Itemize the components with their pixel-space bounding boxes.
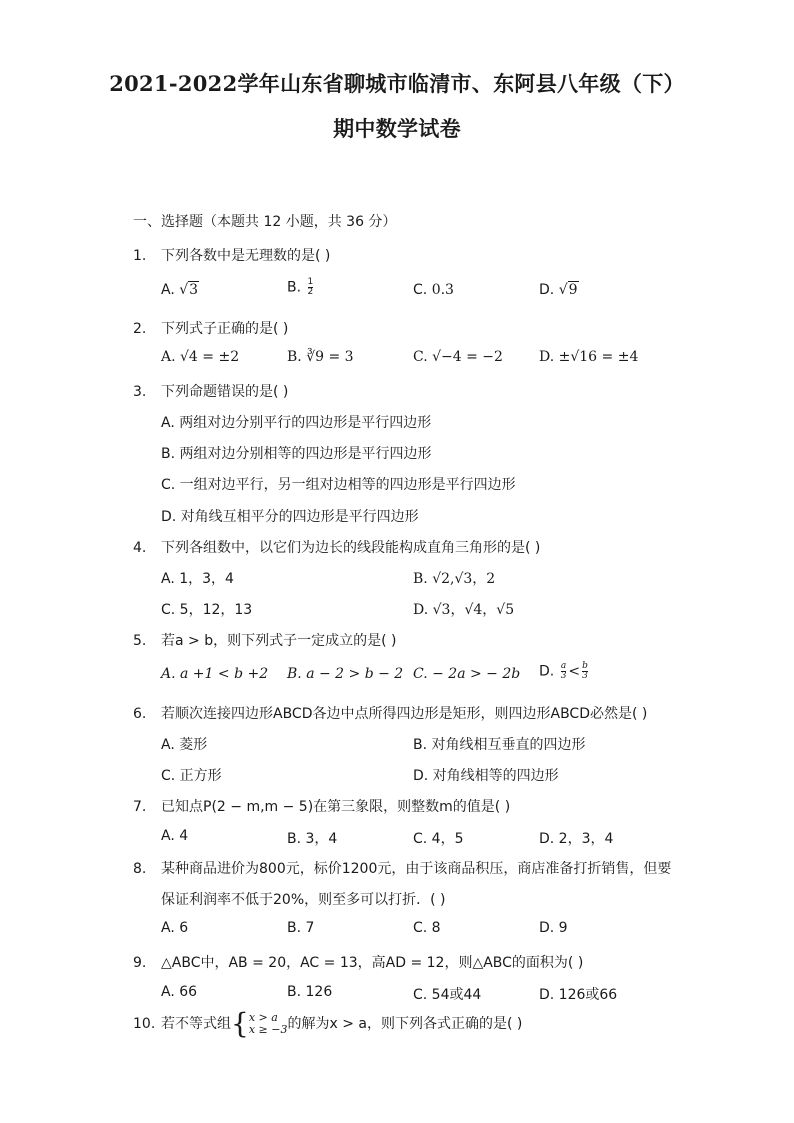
option-1b (287, 278, 315, 297)
question-stem: 下列各数中是无理数的是( ) (161, 248, 331, 264)
option-9d: D. 126或66 (539, 987, 618, 1003)
question-number: 1. (133, 248, 147, 264)
option-1d (539, 282, 579, 298)
question-stem: 下列命题错误的是( ) (161, 384, 289, 400)
option-2a: A. √4 = ±2 (161, 349, 240, 365)
option-5c: C. − 2a > − 2b (413, 666, 521, 682)
question-1 (133, 245, 330, 265)
option-9a: A. 66 (161, 984, 198, 1000)
repeating-decimal: 0.3 (431, 282, 454, 298)
option-6d: D. 对角线相等的四边形 (413, 768, 559, 784)
option-1a (161, 282, 199, 298)
question-8-stem-line2: 保证利润率不低于20%，则至多可以打折．( ) (161, 892, 446, 908)
radicand: 9 (568, 282, 578, 298)
question-stem-prefix: 若不等式组 (161, 1016, 231, 1032)
numerator: a (560, 661, 567, 671)
question-number: 4. (133, 540, 147, 556)
option-8b: B. 7 (287, 920, 315, 936)
option-7d: D. 2，3，4 (539, 831, 614, 847)
question-6 (133, 703, 647, 723)
option-7a: A. 4 (161, 828, 189, 844)
option-5b: B. a − 2 > b − 2 (287, 666, 404, 682)
option-label: D. (539, 282, 555, 298)
question-number: 2. (133, 321, 147, 337)
question-number: 10. (133, 1016, 156, 1032)
option-2b: B. ∛9 = 3 (287, 349, 354, 365)
option-3b: B. 两组对边分别相等的四边形是平行四边形 (161, 446, 432, 462)
option-4b: B. √2,√3，2 (413, 571, 496, 587)
option-9c: C. 54或44 (413, 987, 482, 1003)
option-5d (539, 662, 590, 681)
question-stem: 已知点P(2 − m,m − 5)在第三象限，则整数m的值是( ) (161, 799, 511, 815)
option-7c: C. 4，5 (413, 831, 464, 847)
fraction (582, 662, 588, 681)
option-2d: D. ±√16 = ±4 (539, 349, 639, 365)
question-stem: 下列式子正确的是( ) (161, 321, 289, 337)
page-title-line2: 期中数学试卷 (333, 116, 461, 141)
question-4 (133, 537, 540, 557)
question-stem: 若顺次连接四边形ABCD各边中点所得四边形是矩形，则四边形ABCD必然是( ) (161, 706, 648, 722)
option-3d: D. 对角线互相平分的四边形是平行四边形 (161, 509, 419, 525)
question-number: 8. (133, 861, 147, 877)
question-3 (133, 381, 288, 401)
option-8d: D. 9 (539, 920, 568, 936)
question-10 (133, 1007, 523, 1040)
fraction (308, 278, 314, 297)
option-3c: C. 一组对边平行，另一组对边相等的四边形是平行四边形 (161, 477, 516, 493)
option-9b: B. 126 (287, 984, 333, 1000)
question-stem-suffix: 的解为x > a，则下列各式正确的是( ) (287, 1016, 523, 1032)
option-6b: B. 对角线相互垂直的四边形 (413, 737, 586, 753)
sqrt-expression: √9 (558, 282, 578, 298)
inequality-line: x ≥ −3 (248, 1023, 288, 1036)
question-9 (133, 952, 583, 972)
option-5a: A. a +1 < b +2 (161, 666, 269, 682)
option-1c (413, 282, 454, 298)
question-number: 7. (133, 799, 147, 815)
question-stem: 若a > b，则下列式子一定成立的是( ) (161, 633, 397, 649)
option-4c: C. 5，12，13 (161, 602, 253, 618)
option-label: A. (161, 282, 175, 298)
option-6c: C. 正方形 (161, 768, 222, 784)
question-7 (133, 796, 510, 816)
numerator: b (582, 661, 588, 671)
brace: { (231, 1007, 249, 1040)
question-number: 5. (133, 633, 147, 649)
option-label: D. (539, 663, 555, 680)
question-number: 3. (133, 384, 147, 400)
option-8a: A. 6 (161, 920, 189, 936)
question-number: 9. (133, 955, 147, 971)
denominator: 3 (560, 671, 567, 681)
option-3a: A. 两组对边分别平行的四边形是平行四边形 (161, 415, 432, 431)
option-label: C. (413, 282, 428, 298)
option-8c: C. 8 (413, 920, 441, 936)
fraction (561, 662, 567, 681)
option-4a: A. 1，3，4 (161, 571, 234, 587)
option-6a: A. 菱形 (161, 737, 208, 753)
question-2 (133, 318, 288, 338)
radicand: 3 (189, 282, 199, 298)
question-8 (133, 858, 671, 878)
option-4d: D. √3，√4，√5 (413, 602, 515, 618)
section-heading: 一、选择题（本题共 12 小题，共 36 分） (133, 214, 397, 230)
inequality-line: x > a (248, 1011, 278, 1024)
option-label: B. (287, 279, 302, 296)
inequality-system (231, 1007, 288, 1040)
question-stem: △ABC中，AB = 20，AC = 13，高AD = 12，则△ABC的面积为( ) (161, 955, 584, 971)
denominator: 2 (307, 287, 314, 297)
question-number: 6. (133, 706, 147, 722)
less-than: < (568, 663, 581, 680)
page-title-line1: 2021-2022学年山东省聊城市临清市、东阿县八年级（下） (109, 71, 685, 96)
question-stem: 某种商品进价为800元，标价1200元，由于该商品积压，商店准备打折销售，但要 (161, 861, 672, 877)
sqrt-expression: √3 (179, 282, 199, 298)
question-stem: 下列各组数中，以它们为边长的线段能构成直角三角形的是( ) (161, 540, 541, 556)
question-5 (133, 630, 396, 650)
option-2c: C. √−4 = −2 (413, 349, 503, 365)
numerator: 1 (307, 277, 314, 287)
denominator: 3 (582, 671, 588, 681)
option-7b: B. 3，4 (287, 831, 338, 847)
